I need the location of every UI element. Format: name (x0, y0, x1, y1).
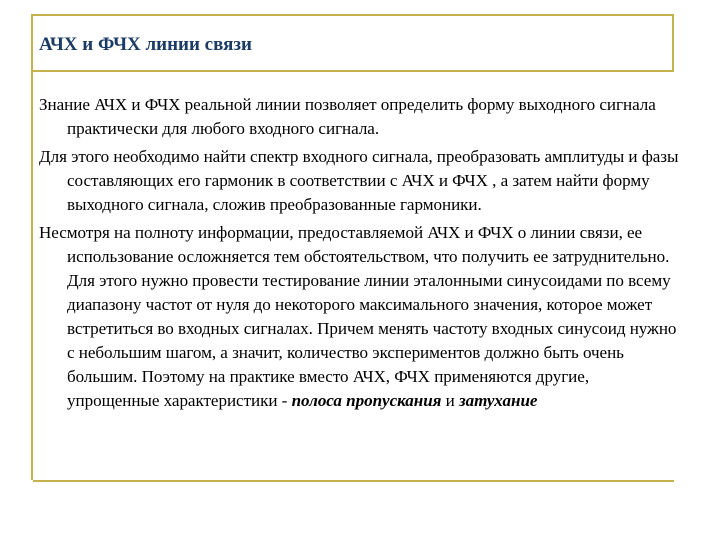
slide-title: АЧХ и ФЧХ линии связи (39, 34, 252, 55)
paragraph-3-text: Несмотря на полноту информации, предоставляемой АЧХ и ФЧХ о линии связи, ее использование осложняется тем обстоятельством, что получить ее затруднительно. Для этого нужно провести тестирование линии эталонными синусоидами по всему диапазону частот от нуля до некоторого максимального значения, которое может встретиться во входных сигналах. Причем менять частоту входных синусоид нужно с небольшим шагом, а значит, количество экспериментов должно быть очень большим. Поэтому на практике вместо АЧХ, ФЧХ применяются другие, упрощенные характеристики - (39, 223, 677, 410)
title-underline-rule (31, 70, 674, 72)
paragraph-3 (39, 221, 679, 413)
bottom-rule (33, 480, 674, 482)
slide-body (39, 93, 679, 417)
paragraph-2: Для этого необходимо найти спектр входного сигнала, преобразовать амплитуды и фазы составляющих его гармоник в соответствии с АЧХ и ФЧХ , а затем найти форму выходного сигнала, сложив преобразованные гармоники. (39, 147, 679, 214)
top-rule-right-edge (672, 14, 674, 72)
emphasis-connector: и (441, 391, 459, 410)
emphasis-attenuation: затухание (459, 391, 538, 410)
paragraph-1: Знание АЧХ и ФЧХ реальной линии позволяет определить форму выходного сигнала практически для любого входного сигнала. (39, 95, 656, 138)
emphasis-bandwidth: полоса пропускания (291, 391, 442, 410)
top-rule (31, 14, 674, 16)
